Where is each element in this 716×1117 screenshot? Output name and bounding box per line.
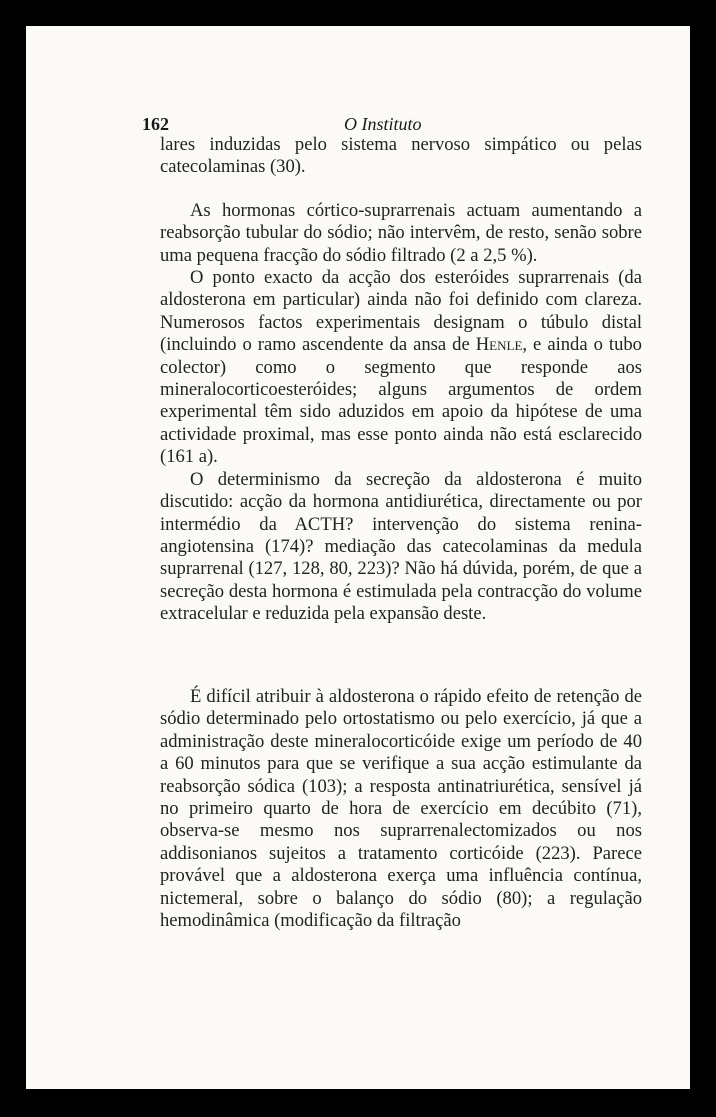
book-page (26, 26, 690, 1089)
paragraph (160, 267, 642, 469)
paragraph-continuation: lares induzidas pelo sistema nervoso simpático ou pelas catecolaminas (30). (160, 134, 642, 178)
author-name: Henle (475, 334, 523, 356)
paragraph-text: O ponto exacto da acção dos esteróides suprarrenais (da aldosterona em particular) ainda não foi definido com clareza. Numerosos factos experimentais designam o túbulo distal (incluindo o ramo ascendente da ansa de (160, 267, 642, 356)
paragraph: É difícil atribuir à aldosterona o rápido efeito de retenção de sódio determinado pelo ortostatismo ou pelo exercício, já que a administração deste mineralocorticóide exige um período de 40 a 60 minutos para que se verifique a sua acção estimulante da reabsorção sódica (103); a resposta antinatriurética, sensível já no primeiro quarto de hora de exercício em decúbito (71), observa-se mesmo nos suprarrenalectomizados ou nos addisonianos sujeitos a tratamento corticóide (223). Parece provável que a aldosterona exerça uma influência contínua, nictemeral, sobre o balanço do sódio (80); a regulação hemodinâmica (modificação da filtração (160, 686, 642, 932)
paragraph: O determinismo da secreção da aldosterona é muito discutido: acção da hormona antidiurética, directamente ou por intermédio da ACTH? intervenção do sistema renina-angiotensina (174)? mediação das catecolaminas da medula suprarrenal (127, 128, 80, 223)? Não há dúvida, porém, de que a secreção desta hormona é estimulada pela contracção do volume extracelular e reduzida pela expansão deste. (160, 468, 642, 625)
body-text-upper (160, 134, 642, 626)
paragraph: As hormonas córtico-suprarrenais actuam aumentando a reabsorção tubular do sódio; não intervêm, de resto, senão sobre uma pequena fracção do sódio filtrado (2 a 2,5 %). (160, 199, 642, 266)
page-number: 162 (142, 114, 169, 134)
running-title: O Instituto (344, 114, 422, 134)
body-text-lower (160, 686, 642, 932)
paragraph-text: , e ainda o tubo colector) como o segmento que responde aos mineralocorticoesteróides; alguns argumentos de ordem experimental têm sido aduzidos em apoio da hipótese de uma actividade proximal, mas esse ponto ainda não está esclarecido (161 a). (160, 334, 642, 468)
